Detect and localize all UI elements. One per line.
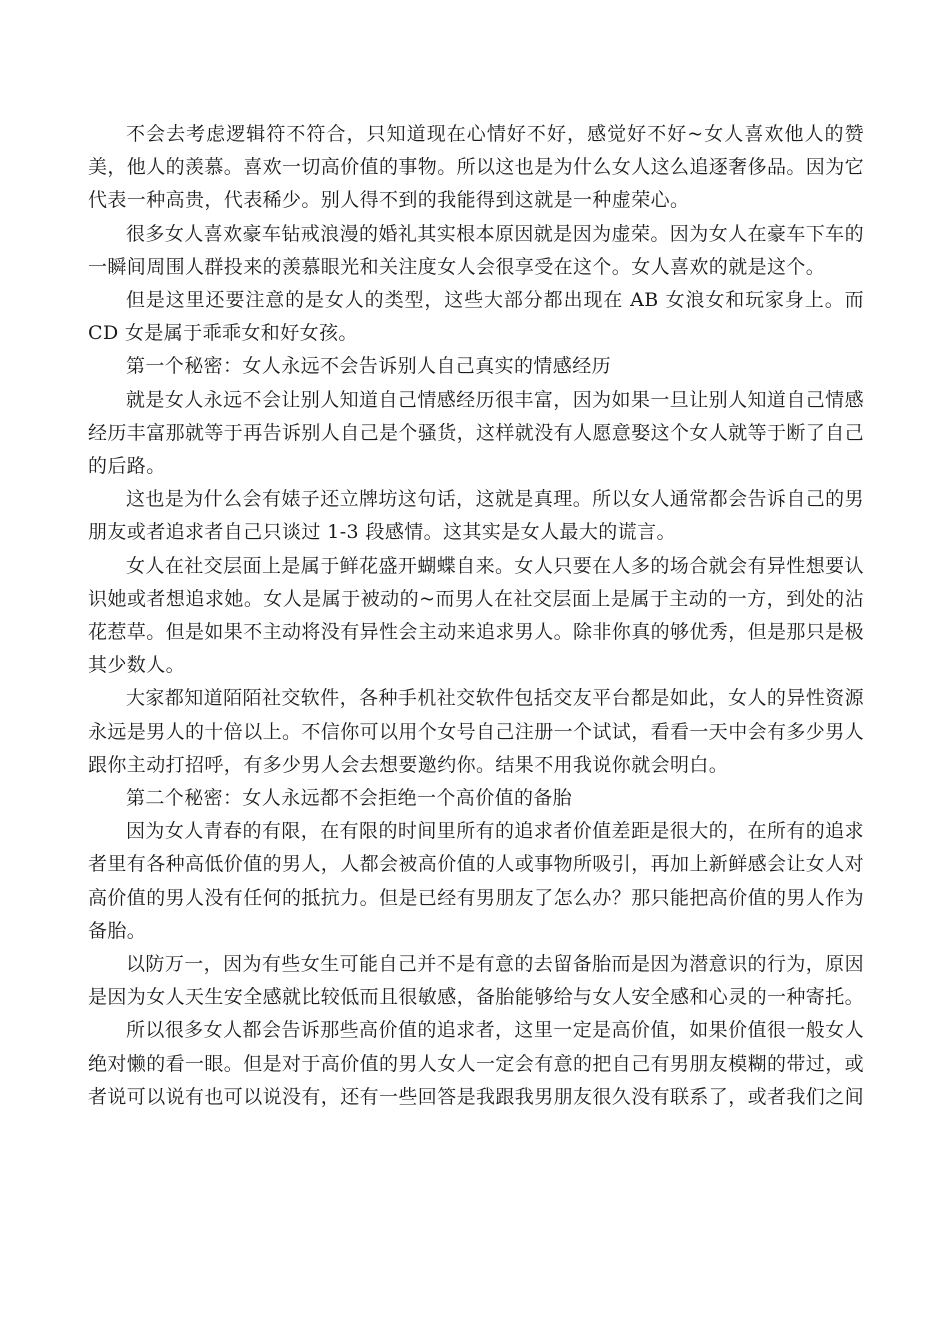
paragraph: 因为女人青春的有限，在有限的时间里所有的追求者价值差距是很大的，在所有的追求者里有各种高低价值的男人，人都会被高价值的人或事物所吸引，再加上新鲜感会让女人对高价值的男人没有任何的抵抗力。但是已经有男朋友了怎么办？那只能把高价值的男人作为备胎。 <box>88 820 865 942</box>
paragraph: 就是女人永远不会让别人知道自己情感经历很丰富，因为如果一旦让别人知道自己情感经历丰富那就等于再告诉别人自己是个骚货，这样就没有人愿意娶这个女人就等于断了自己的后路。 <box>88 388 865 478</box>
paragraph: 女人在社交层面上是属于鲜花盛开蝴蝶自来。女人只要在人多的场合就会有异性想要认识她或者想追求她。女人是属于被动的~而男人在社交层面上是属于主动的一方，到处的沾花惹草。但是如果不主动将没有异性会主动来追求男人。除非你真的够优秀，但是那只是极其少数人。 <box>88 554 865 677</box>
section-heading: 第一个秘密：女人永远不会告诉别人自己真实的情感经历 <box>126 355 612 378</box>
paragraph: 这也是为什么会有婊子还立牌坊这句话，这就是真理。所以女人通常都会告诉自己的男朋友或者追求者自己只谈过 1-3 段感情。这其实是女人最大的谎言。 <box>88 488 864 544</box>
paragraph: 很多女人喜欢豪车钻戒浪漫的婚礼其实根本原因就是因为虚荣。因为女人在豪车下车的一瞬间周围人群投来的羡慕眼光和关注度女人会很享受在这个。女人喜欢的就是这个。 <box>88 222 864 278</box>
paragraph: 以防万一，因为有些女生可能自己并不是有意的去留备胎而是因为潜意识的行为，原因是因为女人天生安全感就比较低而且很敏感，备胎能够给与女人安全感和心灵的一种寄托。 <box>88 953 865 1009</box>
paragraph: 不会去考虑逻辑符不符合，只知道现在心情好不好，感觉好不好~女人喜欢他人的赞美，他人的羡慕。喜欢一切高价值的事物。所以这也是为什么女人这么追逐奢侈品。因为它代表一种高贵，代表稀少。别人得不到的我能得到这就是一种虚荣心。 <box>88 123 865 212</box>
section-heading: 第二个秘密：女人永远都不会拒绝一个高价值的备胎 <box>126 787 573 810</box>
paragraph: 但是这里还要注意的是女人的类型，这些大部分都出现在 AB 女浪女和玩家身上。而 CD 女是属于乖乖女和好女孩。 <box>88 289 864 345</box>
paragraph: 大家都知道陌陌社交软件，各种手机社交软件包括交友平台都是如此，女人的异性资源永远是男人的十倍以上。不信你可以用个女号自己注册一个试试，看看一天中会有多少男人跟你主动打招呼，有多少男人会去想要邀约你。结果不用我说你就会明白。 <box>88 687 865 776</box>
paragraph: 所以很多女人都会告诉那些高价值的追求者，这里一定是高价值，如果价值很一般女人绝对懒的看一眼。但是对于高价值的男人女人一定会有意的把自己有男朋友模糊的带过，或者说可以说有也可以说没有，还有一些回答是我跟我男朋友很久没有联系了，或者我们之间 <box>88 1019 865 1108</box>
